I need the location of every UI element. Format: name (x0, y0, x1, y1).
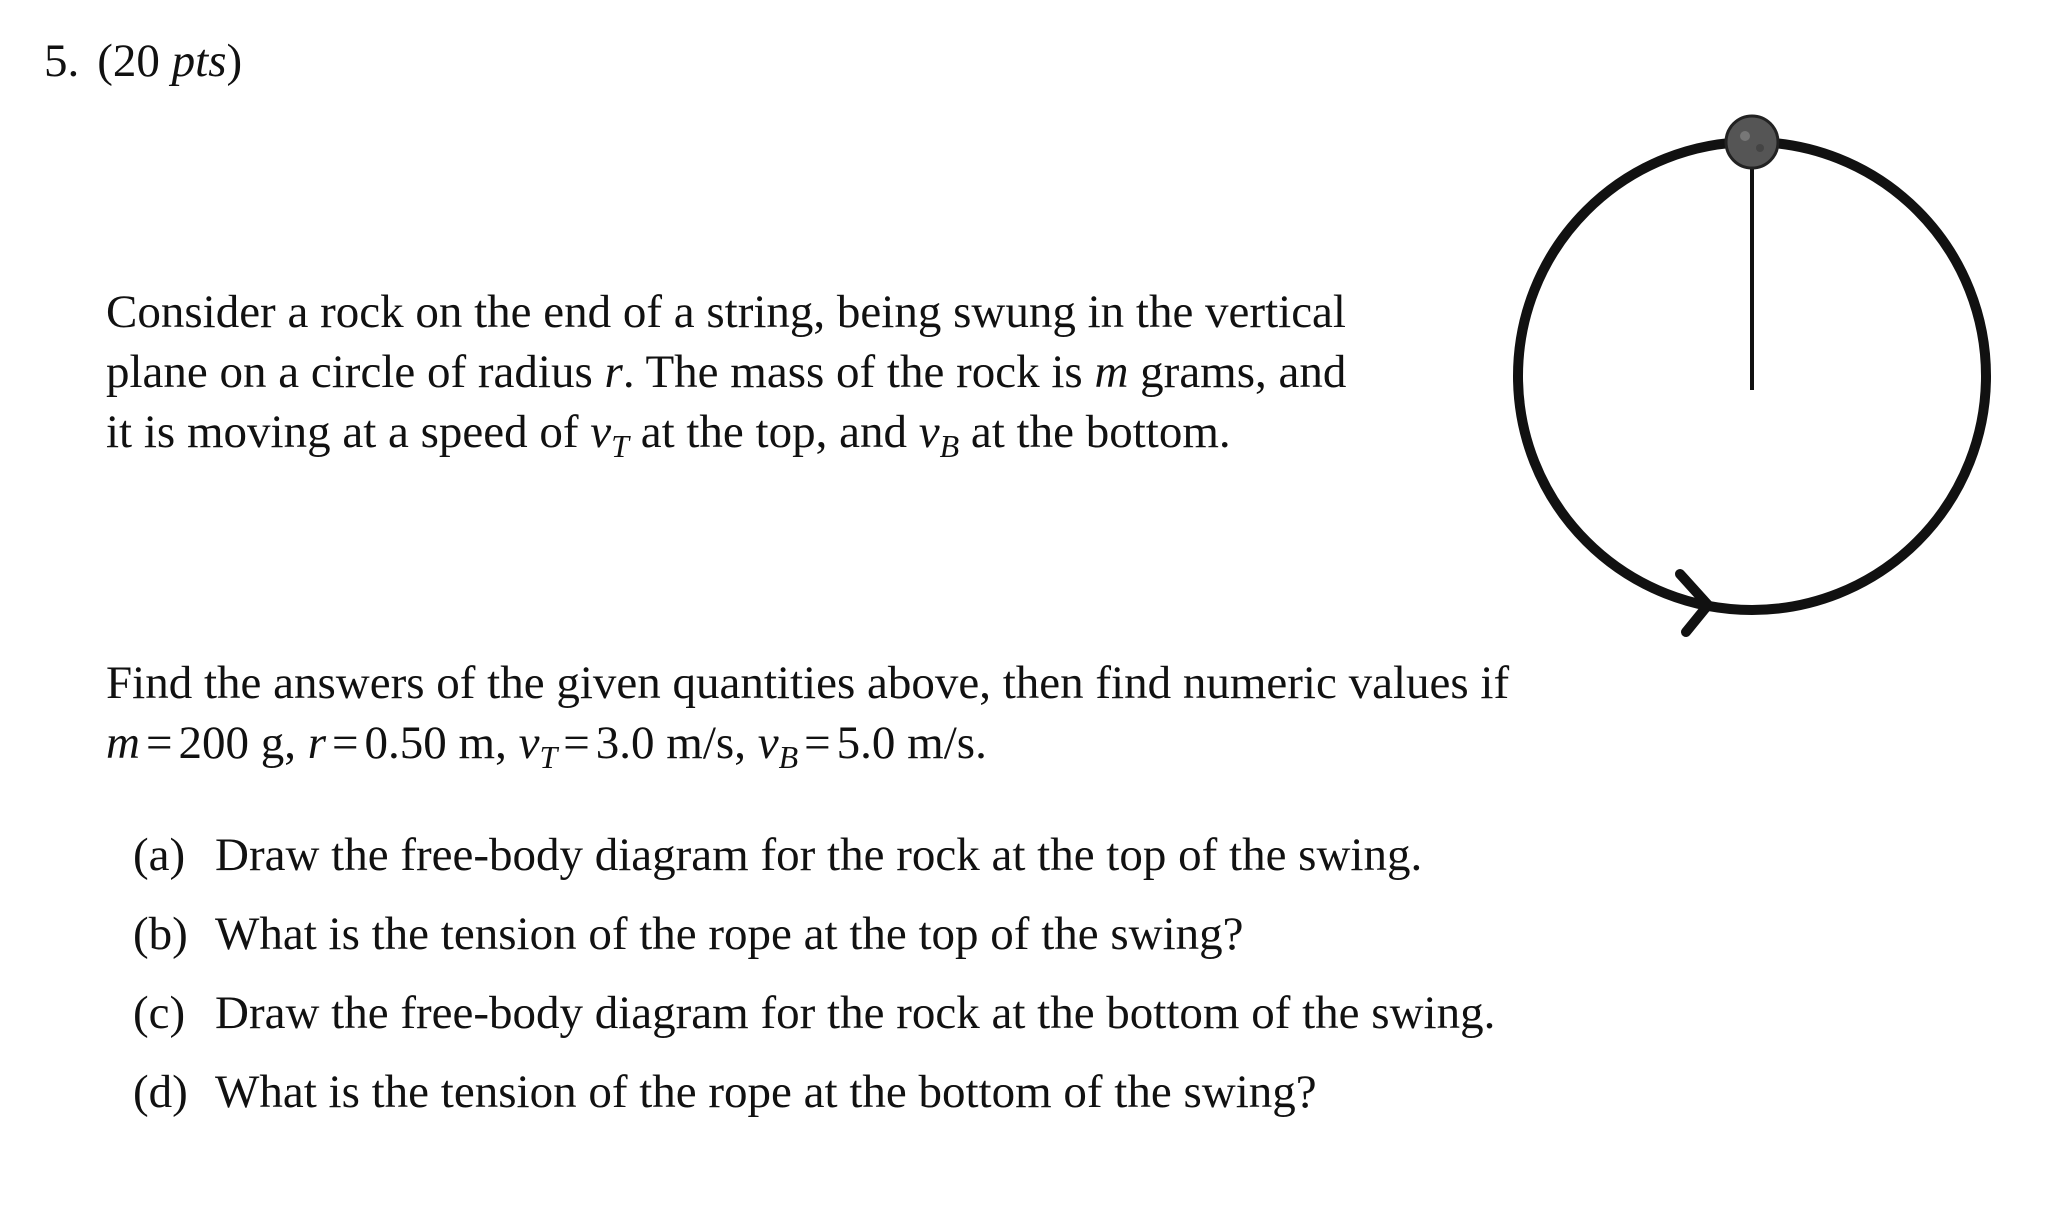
part-text: Draw the free-body diagram for the rock at the bottom of the swing. (215, 987, 1496, 1039)
var-v-bottom: v (918, 406, 940, 458)
given-line-2 (106, 713, 1509, 777)
question-part-c (133, 986, 1495, 1065)
question-part-a (133, 828, 1495, 907)
vertical-circle-diagram (1480, 100, 2010, 660)
problem-number: 5. (44, 35, 80, 87)
period: . (975, 717, 987, 769)
points-close: ) (226, 35, 243, 87)
intro-text: at the bottom. (959, 406, 1231, 458)
equals-sign: = (563, 717, 590, 769)
problem-header (44, 34, 242, 88)
intro-line-3 (106, 402, 1346, 466)
sub-T: T (611, 428, 629, 464)
question-part-d (133, 1065, 1495, 1144)
separator: , (734, 717, 758, 769)
intro-line-2 (106, 342, 1346, 402)
intro-text: . The mass of the rock is (622, 346, 1095, 398)
intro-text: it is moving at a speed of (106, 406, 591, 458)
intro-text: at the top, and (628, 406, 919, 458)
given-vB-value: 5.0 m/s (836, 717, 976, 769)
intro-text: plane on a circle of radius (106, 346, 605, 398)
var-m: m (1094, 346, 1129, 398)
given-m-var: m (106, 717, 140, 769)
given-vT-var: v (518, 717, 540, 769)
given-vB-sub: B (778, 739, 799, 775)
given-line-1: Find the answers of the given quantities above, then find numeric values if (106, 657, 1510, 709)
question-parts (133, 828, 1495, 1144)
intro-line-1: Consider a rock on the end of a string, being swung in the vertical (106, 286, 1346, 338)
sub-B: B (939, 428, 960, 464)
given-vT-sub: T (539, 739, 558, 775)
part-label: (b) (133, 908, 188, 960)
part-label: (c) (133, 987, 186, 1039)
given-vB-var: v (757, 717, 779, 769)
given-vT-value: 3.0 m/s (595, 717, 735, 769)
given-m-value: 200 g (178, 717, 285, 769)
separator: , (495, 717, 519, 769)
var-v-top: v (590, 406, 612, 458)
part-label: (d) (133, 1066, 188, 1118)
part-text: What is the tension of the rope at the top of the swing? (215, 908, 1244, 960)
equals-sign: = (145, 717, 173, 769)
problem-intro (106, 282, 1346, 466)
given-r-value: 0.50 m (364, 717, 496, 769)
part-text: What is the tension of the rope at the bottom of the swing? (215, 1066, 1317, 1118)
separator: , (284, 717, 308, 769)
part-text: Draw the free-body diagram for the rock at the top of the swing. (215, 829, 1423, 881)
points-word: pts (171, 35, 227, 87)
points-open: (20 (97, 35, 172, 87)
given-values (106, 653, 1509, 777)
var-r: r (604, 346, 623, 398)
equals-sign: = (332, 717, 359, 769)
part-label: (a) (133, 829, 186, 881)
question-part-b (133, 907, 1495, 986)
equals-sign: = (804, 717, 831, 769)
rock-icon (1726, 116, 1778, 168)
given-r-var: r (307, 717, 327, 769)
intro-text: grams, and (1128, 346, 1347, 398)
